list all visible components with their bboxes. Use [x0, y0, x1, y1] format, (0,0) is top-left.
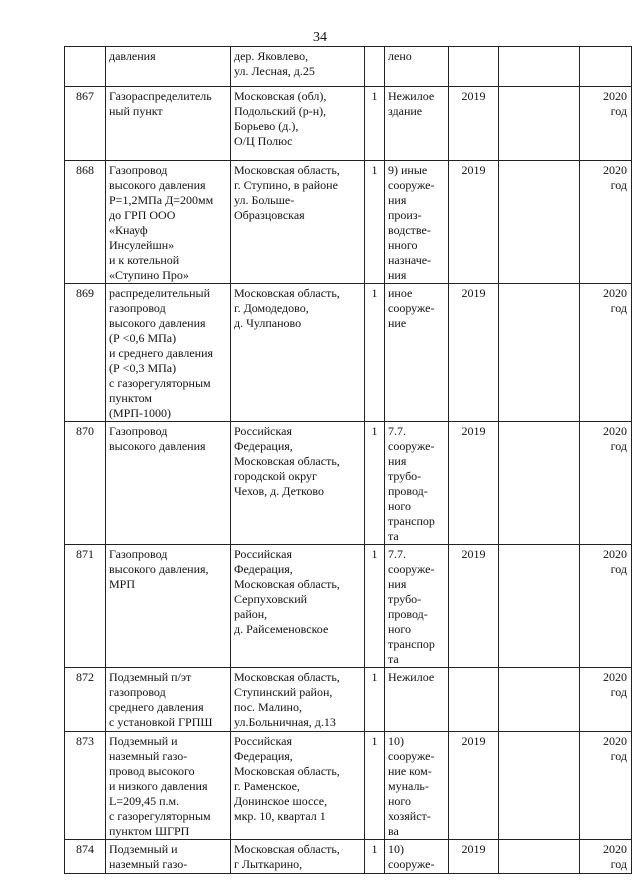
address-cell: Московская область, Ступинский район, пос. Малино, ул.Больничная, д.13 [231, 668, 365, 732]
object-name-cell: Подземный и наземный газо- провод высокого и низкого давления L=209,45 п.м. с газорегуляторным пунктом ШГРП [106, 732, 231, 840]
quantity-cell: 1 [365, 668, 385, 732]
object-type-cell: Нежилое здание [385, 87, 449, 161]
object-type-cell: Нежилое [385, 668, 449, 732]
table-row [65, 284, 632, 422]
empty-cell [499, 47, 580, 87]
row-number-cell: 867 [65, 87, 106, 161]
completion-year-cell [580, 47, 632, 87]
row-number-cell: 872 [65, 668, 106, 732]
object-name-cell: Газопровод высокого давления, МРП [106, 545, 231, 668]
quantity-cell: 1 [365, 422, 385, 545]
address-cell: Российская Федерация, Московская область, Серпуховский район, д. Райсеменовское [231, 545, 365, 668]
object-name-cell: Подземный и наземный газо- [106, 840, 231, 874]
row-number-cell: 870 [65, 422, 106, 545]
completion-year-cell: 2020 год [580, 284, 632, 422]
year-cell: 2019 [449, 161, 499, 284]
object-type-cell: иное сооруже- ние [385, 284, 449, 422]
address-cell: Московская область, г. Ступино, в районе ул. Больше- Образцовская [231, 161, 365, 284]
table-row [65, 840, 632, 874]
row-number-cell: 868 [65, 161, 106, 284]
object-name-cell: Газопровод высокого давления Р=1,2МПа Д=200мм до ГРП ООО «Кнауф Инсулейшн» и к котельной «Ступино Про» [106, 161, 231, 284]
address-cell: дер. Яковлево, ул. Лесная, д.25 [231, 47, 365, 87]
object-type-cell: 7.7. сооруже- ния трубо- провод- ного транспор та [385, 422, 449, 545]
table-row [65, 47, 632, 87]
empty-cell [499, 161, 580, 284]
address-cell: Российская Федерация, Московская область, городской округ Чехов, д. Детково [231, 422, 365, 545]
table-row [65, 87, 632, 161]
object-name-cell: распределительный газопровод высокого давления (Р <0,6 МПа) и среднего давления (Р <0,3 МПа) с газорегуляторным пунктом (МРП-1000) [106, 284, 231, 422]
empty-cell [499, 284, 580, 422]
row-number-cell: 873 [65, 732, 106, 840]
table-row [65, 161, 632, 284]
row-number-cell [65, 47, 106, 87]
year-cell [449, 668, 499, 732]
completion-year-cell: 2020 год [580, 161, 632, 284]
address-cell: Московская область, г Лыткарино, [231, 840, 365, 874]
empty-cell [499, 545, 580, 668]
year-cell: 2019 [449, 284, 499, 422]
quantity-cell: 1 [365, 840, 385, 874]
completion-year-cell: 2020 год [580, 668, 632, 732]
table-body [65, 47, 632, 874]
empty-cell [499, 422, 580, 545]
year-cell [449, 47, 499, 87]
year-cell: 2019 [449, 545, 499, 668]
empty-cell [499, 668, 580, 732]
quantity-cell: 1 [365, 545, 385, 668]
table-row [65, 422, 632, 545]
object-type-cell: 10) сооруже- ние ком- муналь- ного хозяйст- ва [385, 732, 449, 840]
row-number-cell: 869 [65, 284, 106, 422]
registry-table [64, 46, 632, 874]
object-type-cell: 9) иные сооруже- ния произ- водстве- нного назначе- ния [385, 161, 449, 284]
row-number-cell: 874 [65, 840, 106, 874]
row-number-cell: 871 [65, 545, 106, 668]
completion-year-cell: 2020 год [580, 732, 632, 840]
completion-year-cell: 2020 год [580, 545, 632, 668]
quantity-cell: 1 [365, 732, 385, 840]
address-cell: Российская Федерация, Московская область, г. Раменское, Донинское шоссе, мкр. 10, квартал 1 [231, 732, 365, 840]
quantity-cell: 1 [365, 161, 385, 284]
table-row [65, 668, 632, 732]
address-cell: Московская область, г. Домодедово, д. Чулпаново [231, 284, 365, 422]
completion-year-cell: 2020 год [580, 87, 632, 161]
table-row [65, 545, 632, 668]
empty-cell [499, 87, 580, 161]
address-cell: Московская (обл), Подольский (р-н), Борьево (д.), О/Ц Полюс [231, 87, 365, 161]
empty-cell [499, 840, 580, 874]
year-cell: 2019 [449, 840, 499, 874]
empty-cell [499, 732, 580, 840]
quantity-cell: 1 [365, 284, 385, 422]
object-type-cell: лено [385, 47, 449, 87]
object-name-cell: Газораспределитель ный пункт [106, 87, 231, 161]
object-name-cell: давления [106, 47, 231, 87]
page-number: 34 [313, 30, 327, 45]
object-type-cell: 7.7. сооруже- ния трубо- провод- ного транспор та [385, 545, 449, 668]
quantity-cell [365, 47, 385, 87]
year-cell: 2019 [449, 422, 499, 545]
completion-year-cell: 2020 год [580, 840, 632, 874]
object-name-cell: Подземный п/эт газопровод среднего давления с установкой ГРПШ [106, 668, 231, 732]
table-row [65, 732, 632, 840]
object-type-cell: 10) сооруже- [385, 840, 449, 874]
quantity-cell: 1 [365, 87, 385, 161]
completion-year-cell: 2020 год [580, 422, 632, 545]
object-name-cell: Газопровод высокого давления [106, 422, 231, 545]
year-cell: 2019 [449, 87, 499, 161]
year-cell: 2019 [449, 732, 499, 840]
